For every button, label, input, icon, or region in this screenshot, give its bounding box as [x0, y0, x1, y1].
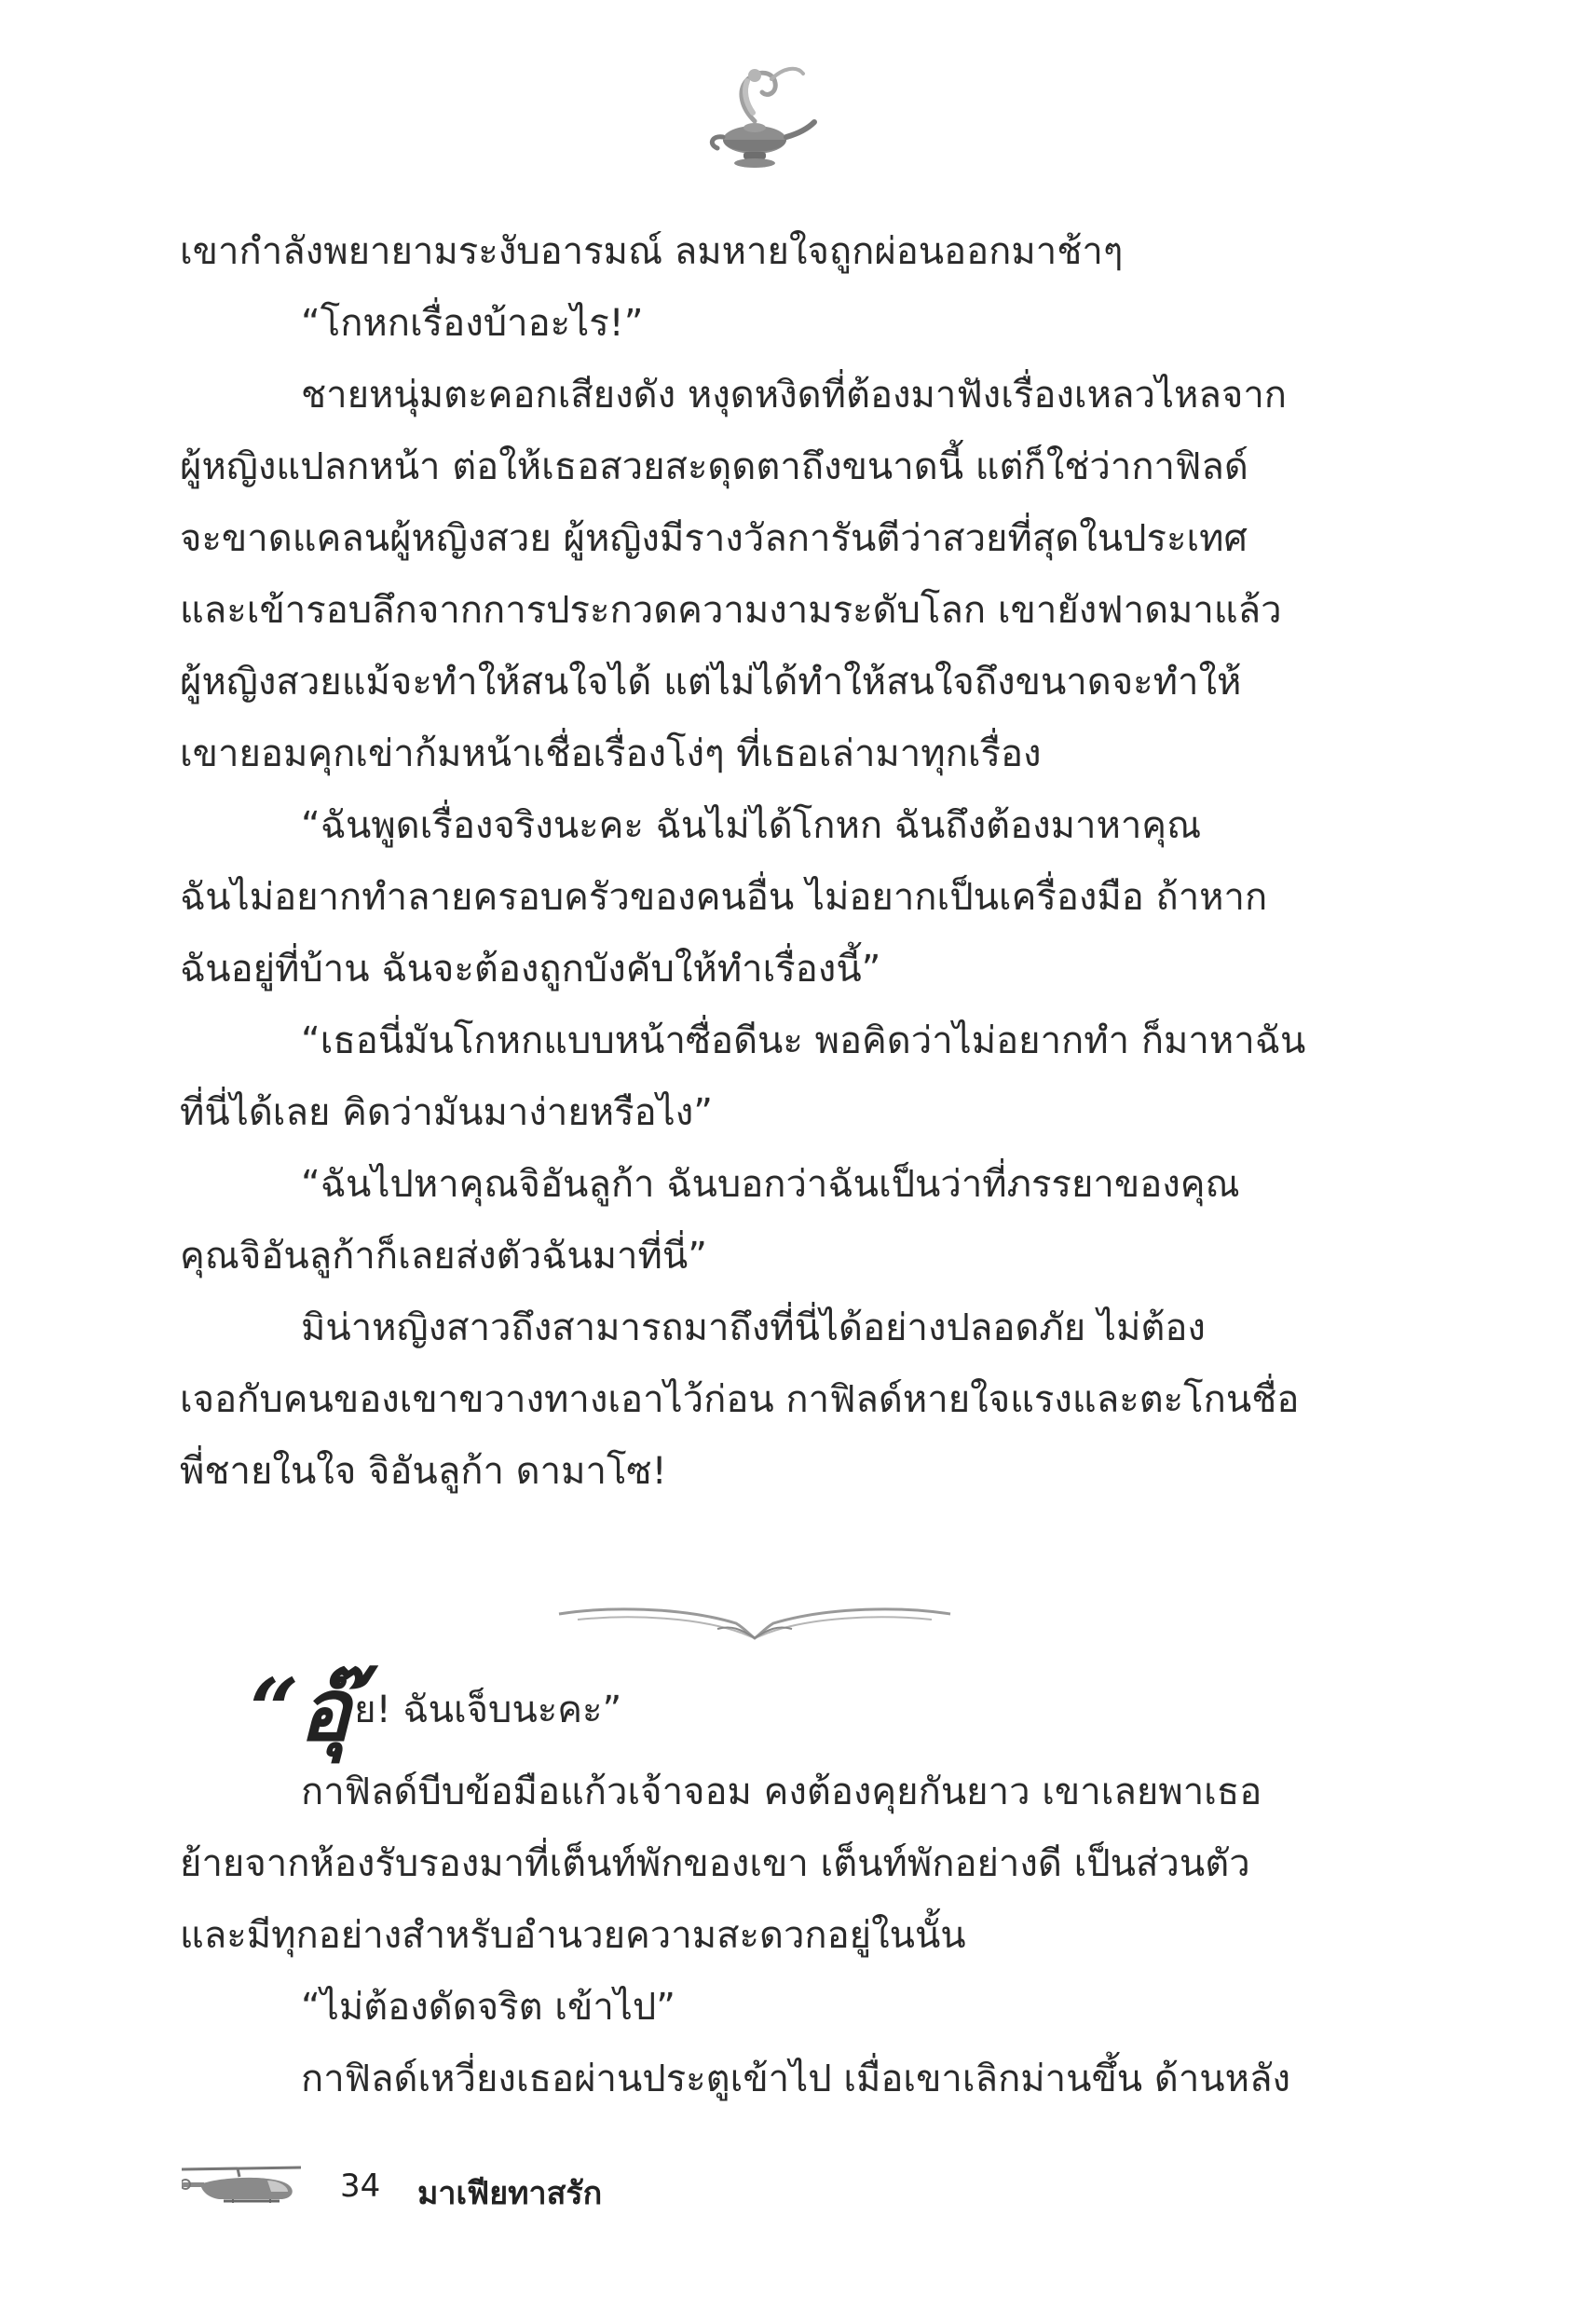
text-line: ผู้หญิงสวยแม้จะทำให้สนใจได้ แต่ไม่ได้ทำให้สนใจถึงขนาดจะทำให้	[180, 661, 1242, 704]
text-line: กาฟิลด์บีบข้อมือแก้วเจ้าจอม คงต้องคุยกันยาว เขาเลยพาเธอ	[301, 1771, 1262, 1813]
helicopter-icon	[182, 2164, 307, 2206]
text-line: เขายอมคุกเข่าก้มหน้าเชื่อเรื่องโง่ๆ ที่เธอเล่ามาทุกเรื่อง	[180, 732, 1042, 775]
book-title: มาเฟียทาสรัก	[417, 2175, 603, 2212]
text-line: เขากำลังพยายามระงับอารมณ์ ลมหายใจถูกผ่อนออกมาช้าๆ	[180, 230, 1124, 273]
text-line: “ฉันพูดเรื่องจริงนะคะ ฉันไม่ได้โกหก ฉันถึงต้องมาหาคุณ	[301, 804, 1202, 847]
body-text-block-1	[180, 216, 1333, 1508]
drop-cap: “อุ๊	[250, 1660, 351, 1760]
text-line: จะขาดแคลนผู้หญิงสวย ผู้หญิงมีรางวัลการันตีว่าสวยที่สุดในประเทศ	[180, 517, 1248, 560]
text-line: มิน่าหญิงสาวถึงสามารถมาถึงที่นี่ได้อย่างปลอดภัย ไม่ต้อง	[301, 1306, 1206, 1349]
text-line: ชายหนุ่มตะคอกเสียงดัง หงุดหงิดที่ต้องมาฟังเรื่องเหลวไหลจาก	[301, 374, 1288, 417]
text-line: “เธอนี่มันโกหกแบบหน้าซื่อดีนะ พอคิดว่าไม่อยากทำ ก็มาหาฉัน	[301, 1019, 1306, 1062]
text-line: กาฟิลด์เหวี่ยงเธอผ่านประตูเข้าไป เมื่อเขาเลิกม่านขึ้น ด้านหลัง	[301, 2058, 1291, 2100]
text-line: พี่ชายในใจ จิอันลูก้า ดามาโซ!	[180, 1450, 667, 1493]
scroll-flourish-divider-icon	[550, 1601, 960, 1646]
text-line: “โกหกเรื่องบ้าอะไร!”	[301, 302, 644, 345]
text-line: ย้ายจากห้องรับรองมาที่เต็นท์พักของเขา เต็นท์พักอย่างดี เป็นส่วนตัว	[180, 1842, 1250, 1885]
text-line: คุณจิอันลูก้าก็เลยส่งตัวฉันมาที่นี่”	[180, 1235, 707, 1278]
genie-lamp-icon	[689, 51, 820, 172]
page-number: 34	[340, 2167, 381, 2205]
text-line: “ฉันไปหาคุณจิอันลูก้า ฉันบอกว่าฉันเป็นว่าที่ภรรยาของคุณ	[301, 1163, 1240, 1206]
text-line: เจอกับคนของเขาขวางทางเอาไว้ก่อน กาฟิลด์หายใจแรงและตะโกนชื่อ	[180, 1378, 1300, 1421]
text-line: ที่นี่ได้เลย คิดว่ามันมาง่ายหรือไง”	[180, 1091, 714, 1134]
page-footer	[182, 2160, 834, 2216]
text-line: และมีทุกอย่างสำหรับอำนวยความสะดวกอยู่ในนั้น	[180, 1914, 966, 1957]
text-line: ฉันอยู่ที่บ้าน ฉันจะต้องถูกบังคับให้ทำเรื่องนี้”	[180, 948, 881, 991]
drop-cap-rest: ย! ฉันเจ็บนะคะ”	[354, 1689, 622, 1731]
chapter-opening-line	[250, 1660, 622, 1761]
text-line: ผู้หญิงแปลกหน้า ต่อให้เธอสวยสะดุดตาถึงขนาดนี้ แต่ก็ใช่ว่ากาฟิลด์	[180, 445, 1248, 488]
text-line: ฉันไม่อยากทำลายครอบครัวของคนอื่น ไม่อยากเป็นเครื่องมือ ถ้าหาก	[180, 876, 1268, 919]
text-line: “ไม่ต้องดัดจริต เข้าไป”	[301, 1986, 676, 2029]
body-text-block-2	[180, 1757, 1333, 2115]
text-line: และเข้ารอบลึกจากการประกวดความงามระดับโลก เขายังฟาดมาแล้ว	[180, 589, 1282, 632]
